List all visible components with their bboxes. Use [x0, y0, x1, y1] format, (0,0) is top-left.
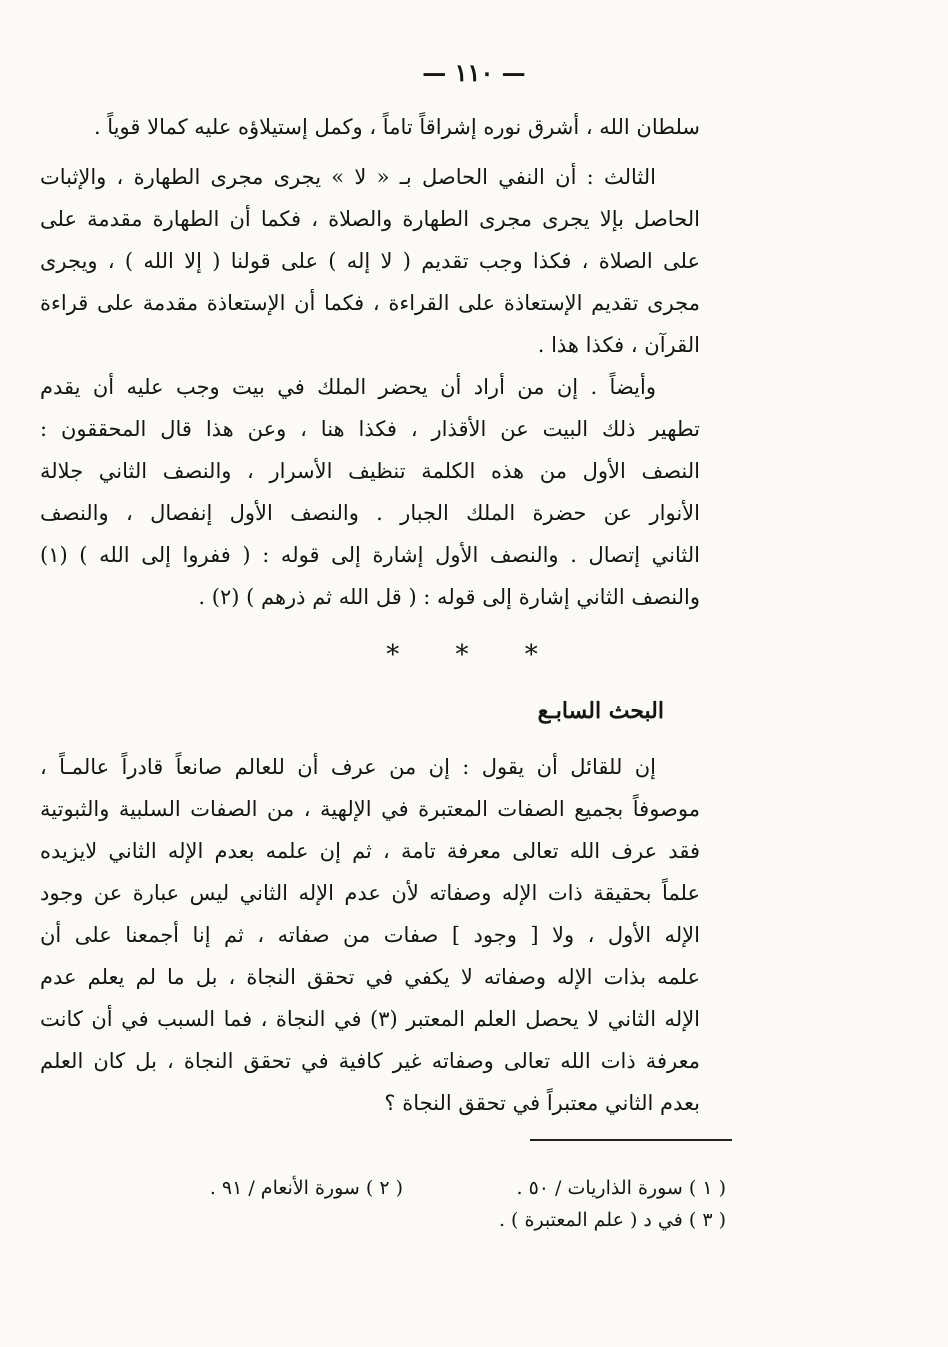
text-line: إن للقائل أن يقول : إن من عرف أن للعالم صانعاً قادراً عالمـاً ،	[40, 755, 656, 779]
text-line: فقد عرف الله تعالى معرفة تامة ، ثم إن علمه بعدم الإله الثاني لايزيده	[40, 839, 700, 863]
text-line: الثالث : أن النفي الحاصل بـ « لا » يجرى مجرى الطهارة ، والإثبات	[40, 165, 656, 189]
text-line: بعدم الثاني معتبراً في تحقق النجاة ؟	[384, 1091, 700, 1115]
paragraph-third-reason	[40, 156, 700, 366]
text-line: الإله الأول ، ولا [ وجود ] صفات من صفاته ، ثم إنا أجمعنا على أن	[40, 923, 700, 947]
text-line: موصوفاً بجميع الصفات المعتبرة في الإلهية ، من الصفات السلبية والثبوتية	[40, 797, 700, 821]
section-separator: * * *	[386, 640, 562, 670]
text-line: النصف الأول من هذه الكلمة تنظيف الأسرار ، والنصف الثاني جلالة	[40, 459, 700, 483]
text-line: على الصلاة ، فكذا وجب تقديم ( لا إله ) على قولنا ( إلا الله ) ، ويجرى	[40, 249, 700, 273]
text-line: معرفة ذات الله تعالى وصفاته غير كافية في تحقق النجاة ، بل كان العلم	[40, 1049, 700, 1073]
text-line: علماً بحقيقة ذات الإله وصفاته لأن عدم الإله الثاني ليس عبارة عن وجود	[40, 881, 700, 905]
footnote-divider	[530, 1139, 732, 1141]
text-line: والنصف الثاني إشارة إلى قوله : ( قل الله ثم ذرهم ) (٢) .	[198, 585, 700, 609]
text-line: الثاني إتصال . والنصف الأول إشارة إلى قوله : ( ففروا إلى الله ) (١)	[40, 543, 700, 567]
page-number: — ١١٠ —	[422, 58, 526, 87]
text-line: سلطان الله ، أشرق نوره إشراقاً تاماً ، وكمل إستيلاؤه عليه كمالا قوياً .	[93, 115, 700, 139]
paragraph-seventh-discussion	[40, 746, 700, 1124]
section-title: البحث السابـع	[537, 698, 664, 724]
text-line: القرآن ، فكذا هذا .	[537, 333, 700, 357]
footnote-2: ( ٢ ) سورة الأنعام / ٩١ .	[209, 1177, 403, 1199]
text-line: وأيضاً . إن من أراد أن يحضر الملك في بيت وجب عليه أن يقدم	[40, 375, 656, 399]
text-line: الإله الثاني لا يحصل العلم المعتبر (٣) في النجاة ، فما السبب في أن كانت	[40, 1007, 700, 1031]
text-line: مجرى تقديم الإستعاذة على القراءة ، فكما أن الإستعاذة مقدمة على قراءة	[40, 291, 700, 315]
footnote-3: ( ٣ ) في د ( علم المعتبرة ) .	[498, 1209, 726, 1231]
text-line: علمه بذات الإله وصفاته لا يكفي في تحقق النجاة ، بل ما لم يعلم عدم	[40, 965, 700, 989]
paragraph-also	[40, 366, 700, 618]
text-line: الأنوار عن حضرة الملك الجبار . والنصف الأول إنفصال ، والنصف	[40, 501, 700, 525]
text-line: الحاصل بإلا يجرى مجرى الطهارة والصلاة ، فكما أن الطهارة مقدمة على	[40, 207, 700, 231]
text-line: تطهير ذلك البيت عن الأقذار ، فكذا هنا ، وعن هذا قال المحققون :	[40, 417, 700, 441]
paragraph-continuation	[40, 106, 700, 148]
footnote-1: ( ١ ) سورة الذاريات / ٥٠ .	[516, 1177, 726, 1199]
